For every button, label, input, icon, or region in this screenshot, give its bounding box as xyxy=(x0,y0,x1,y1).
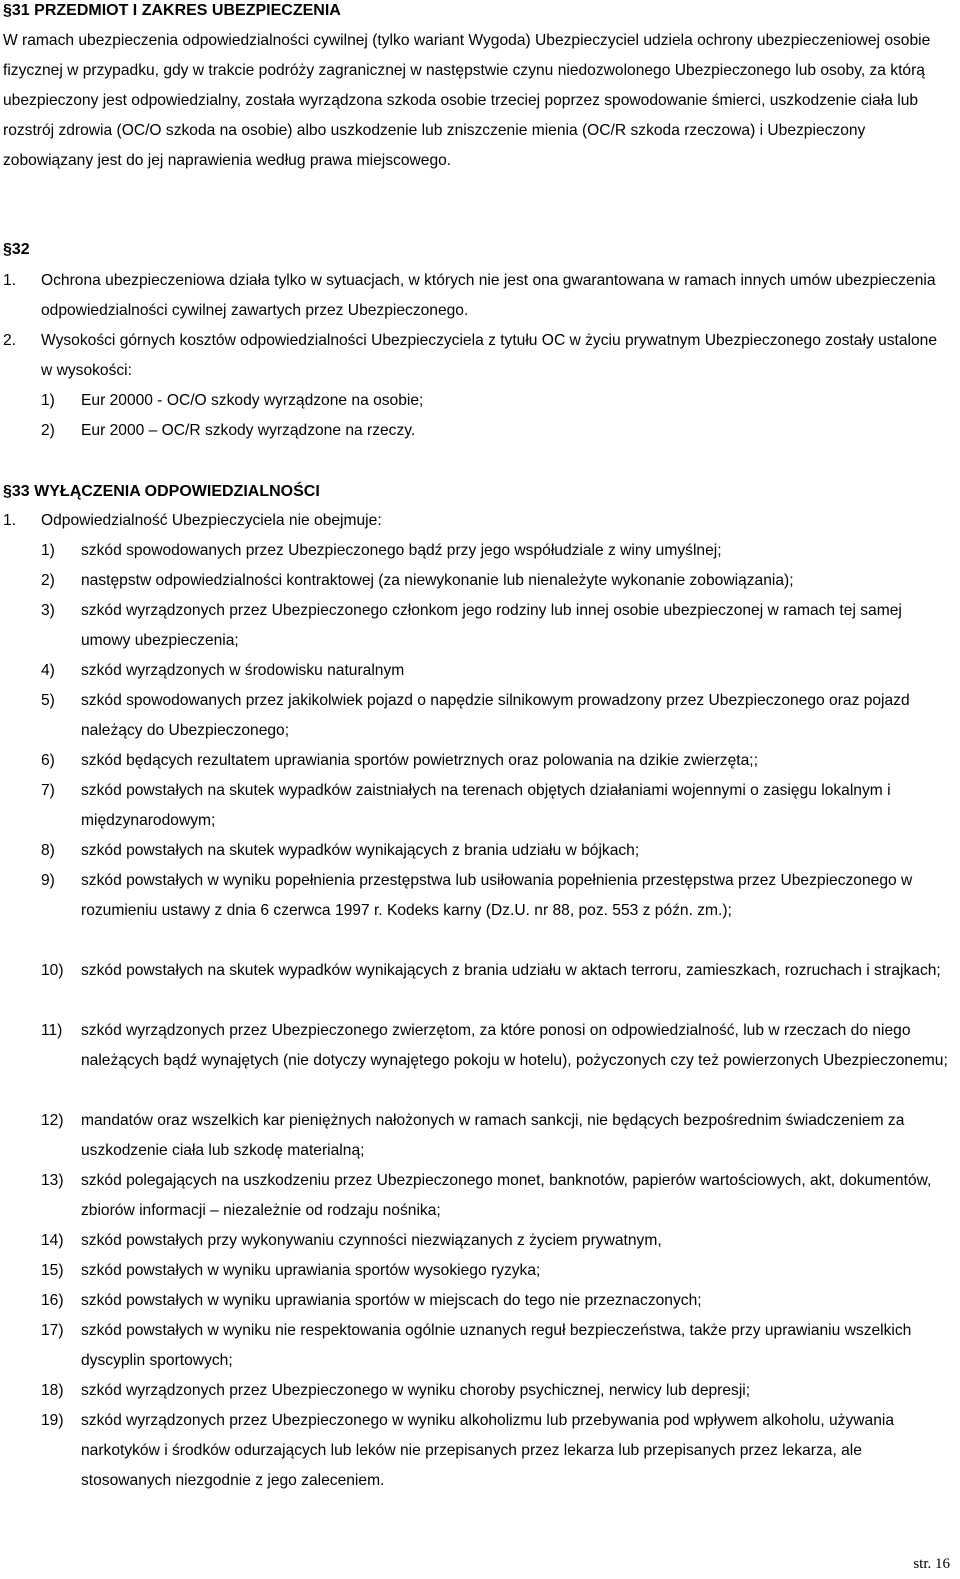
exclusion-text: szkód wyrządzonych przez Ubezpieczonego w wyniku alkoholizmu lub przebywania pod wpływem alkoholu, używania narkotyków i środków odurzających lub leków nie przepisanych przez lekarza lub przepisanych przez lekarza, ale stosowanych niezgodnie z jego zaleceniem. xyxy=(81,1412,895,1489)
subitem-text: Eur 20000 - OC/O szkody wyrządzone na osobie; xyxy=(81,392,424,409)
exclusion-number: 11) xyxy=(41,1022,63,1039)
section-33-title: §33 WYŁĄCZENIA ODPOWIEDZIALNOŚCI xyxy=(3,483,320,500)
subitem-number: 1) xyxy=(41,392,55,409)
exclusion-number: 7) xyxy=(41,782,55,799)
exclusion-number: 12) xyxy=(41,1112,64,1129)
exclusion-number: 14) xyxy=(41,1232,64,1249)
item-number: 1. xyxy=(3,272,17,289)
exclusion-text: szkód spowodowanych przez Ubezpieczonego bądź przy jego współudziale z winy umyślnej; xyxy=(81,542,722,559)
exclusion-number: 13) xyxy=(41,1172,64,1189)
exclusion-number: 19) xyxy=(41,1412,64,1429)
exclusion-number: 17) xyxy=(41,1322,64,1339)
exclusion-text: szkód wyrządzonych przez Ubezpieczonego członkom jego rodziny lub innej osobie ubezpieczonej w ramach tej samej umowy ubezpieczenia; xyxy=(81,602,902,649)
exclusion-text: szkód wyrządzonych w środowisku naturalnym xyxy=(81,662,405,679)
exclusion-text: szkód powstałych na skutek wypadków wynikających z brania udziału w bójkach; xyxy=(81,842,640,859)
section-31-title: §31 PRZEDMIOT I ZAKRES UBEZPIECZENIA xyxy=(3,2,341,19)
exclusion-number: 4) xyxy=(41,662,55,679)
exclusion-number: 2) xyxy=(41,572,55,589)
item-text: Ochrona ubezpieczeniowa działa tylko w sytuacjach, w których nie jest ona gwarantowana w ramach innych umów ubezpieczenia odpowiedzialności cywilnej zawartych przez Ubezpieczonego. xyxy=(41,272,936,319)
item-number: 2. xyxy=(3,332,17,349)
page-number: str. 16 xyxy=(913,1556,950,1572)
exclusion-text: szkód powstałych na skutek wypadków zaistniałych na terenach objętych działaniami wojennymi o zasięgu lokalnym i międzynarodowym; xyxy=(81,782,891,829)
exclusion-text: następstw odpowiedzialności kontraktowej (za niewykonanie lub nienależyte wykonanie zobowiązania); xyxy=(81,572,794,589)
subitem-number: 2) xyxy=(41,422,55,439)
exclusion-number: 3) xyxy=(41,602,55,619)
exclusion-text: szkód powstałych w wyniku uprawiania sportów wysokiego ryzyka; xyxy=(81,1262,541,1279)
exclusion-text: szkód powstałych w wyniku uprawiania sportów w miejscach do tego nie przeznaczonych; xyxy=(81,1292,702,1309)
exclusion-number: 6) xyxy=(41,752,55,769)
item-text: Wysokości górnych kosztów odpowiedzialności Ubezpieczyciela z tytułu OC w życiu prywatnym Ubezpieczonego zostały ustalone w wysokości: xyxy=(41,332,938,379)
exclusion-number: 5) xyxy=(41,692,55,709)
exclusion-text: szkód polegających na uszkodzeniu przez Ubezpieczonego monet, banknotów, papierów wartościowych, akt, dokumentów, zbiorów informacji – niezależnie od rodzaju nośnika; xyxy=(81,1172,932,1219)
exclusion-text: szkód spowodowanych przez jakikolwiek pojazd o napędzie silnikowym prowadzony przez Ubezpieczonego oraz pojazd należący do Ubezpieczonego; xyxy=(81,692,910,739)
exclusion-text: szkód wyrządzonych przez Ubezpieczonego w wyniku choroby psychicznej, nerwicy lub depresji; xyxy=(81,1382,751,1399)
exclusion-number: 9) xyxy=(41,872,55,889)
exclusion-number: 1) xyxy=(41,542,55,559)
subitem-text: Eur 2000 – OC/R szkody wyrządzone na rzeczy. xyxy=(81,422,416,439)
exclusion-number: 16) xyxy=(41,1292,64,1309)
exclusion-text: szkód powstałych przy wykonywaniu czynności niezwiązanych z życiem prywatnym, xyxy=(81,1232,662,1249)
exclusion-text: szkód powstałych w wyniku nie respektowania ogólnie uznanych reguł bezpieczeństwa, także przy uprawianiu wszelkich dyscyplin sportowych; xyxy=(81,1322,912,1369)
section-31-body: W ramach ubezpieczenia odpowiedzialności cywilnej (tylko wariant Wygoda) Ubezpieczyciel udziela ochrony ubezpieczeniowej osobie fizycznej w przypadku, gdy w trakcie podróży zagranicznej w następstwie czynu niedozwolonego Ubezpieczonego lub osoby, za którą ubezpieczony jest odpowiedzialny, została wyrządzona szkoda osobie trzeciej poprzez spowodowanie śmierci, uszkodzenie ciała lub rozstrój zdrowia (OC/O szkoda na osobie) albo uszkodzenie lub zniszczenie mienia (OC/R szkoda rzeczowa) i Ubezpieczony zobowiązany jest do jej naprawienia według prawa miejscowego. xyxy=(3,32,931,169)
exclusion-text: szkód powstałych w wyniku popełnienia przestępstwa lub usiłowania popełnienia przestępstwa przez Ubezpieczonego w rozumieniu ustawy z dnia 6 czerwca 1997 r. Kodeks karny (Dz.U. nr 88, poz. 553 z późn. zm.); xyxy=(81,872,913,919)
exclusion-text: mandatów oraz wszelkich kar pieniężnych nałożonych w ramach sankcji, nie będących bezpośrednim świadczeniem za uszkodzenie ciała lub szkodę materialną; xyxy=(81,1112,905,1159)
exclusion-text: szkód wyrządzonych przez Ubezpieczonego zwierzętom, za które ponosi on odpowiedzialność, lub w rzeczach do niego należących bądź wynajętych (nie dotyczy wynajętego pokoju w hotelu), pożyczonych czy też powierzonych Ubezpieczonemu; xyxy=(81,1022,948,1069)
exclusion-text: szkód będących rezultatem uprawiania sportów powietrznych oraz polowania na dzikie zwierzęta;; xyxy=(81,752,758,769)
exclusion-number: 8) xyxy=(41,842,55,859)
item-number: 1. xyxy=(3,512,17,529)
exclusion-number: 10) xyxy=(41,962,64,979)
exclusion-number: 15) xyxy=(41,1262,64,1279)
exclusion-number: 18) xyxy=(41,1382,64,1399)
section-32-title: §32 xyxy=(3,241,30,258)
exclusion-text: szkód powstałych na skutek wypadków wynikających z brania udziału w aktach terroru, zamieszkach, rozruchach i strajkach; xyxy=(81,962,941,979)
item-text: Odpowiedzialność Ubezpieczyciela nie obejmuje: xyxy=(41,512,382,529)
